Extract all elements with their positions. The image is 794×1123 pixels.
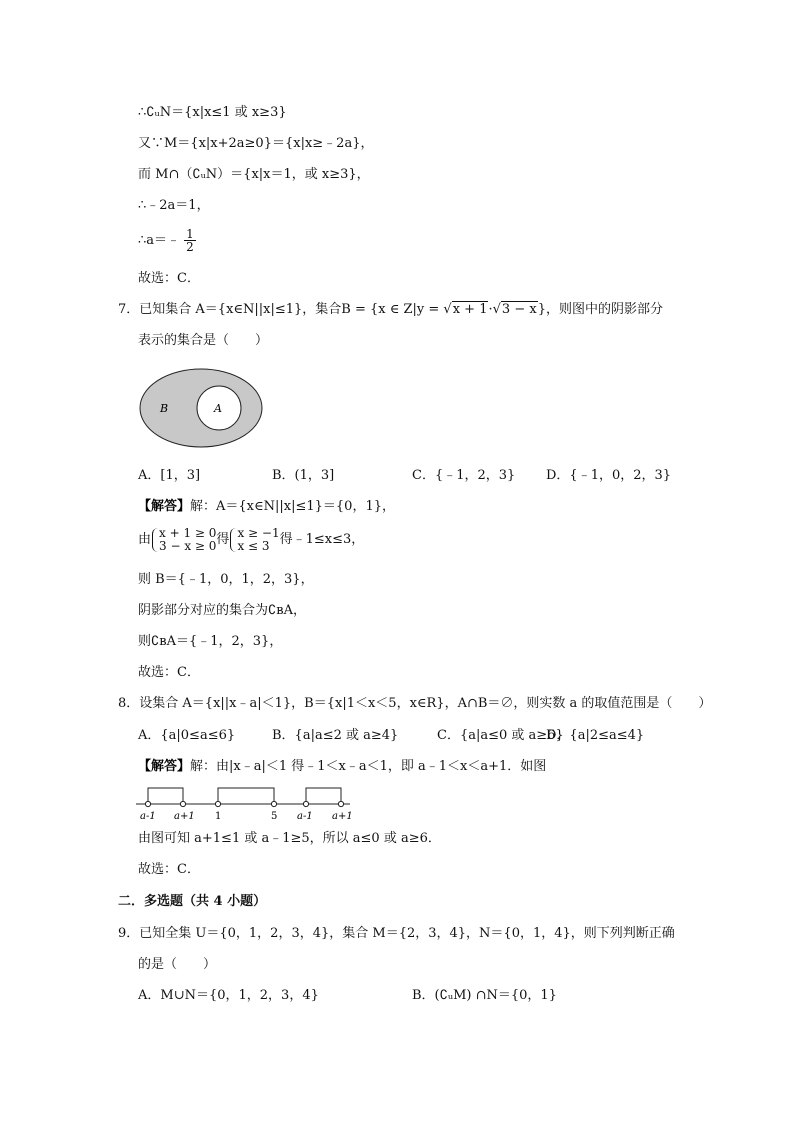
sqrt-sign-icon: √: [492, 302, 501, 317]
open-point-a-plus-1-left: [180, 801, 185, 806]
venn-diagram: [138, 364, 266, 450]
q7-option-c: C．{﹣1，2，3}: [412, 468, 516, 483]
interval-a-bracket-left: [148, 788, 183, 804]
q7-multiply-dot: ·: [488, 302, 493, 317]
q7-system1-row1: x + 1 ≥ 0: [159, 525, 217, 540]
q8-option-c: C．{a|a≤0 或 a≥6}: [437, 728, 564, 743]
q7-option-a: A．[1，3]: [138, 468, 201, 483]
solution6-line2: 又∵M＝{x|x+2a≥0}＝{x|x≥﹣2a}，: [138, 136, 374, 151]
q7-system-prefix: 由: [138, 532, 152, 547]
open-point-a-plus-1-right: [338, 801, 343, 806]
q7-answer-line1: [138, 498, 395, 516]
q9-option-a: A．M∪N＝{0，1，2，3，4}: [138, 988, 319, 1003]
q8-answer-tag: 【解答】: [138, 759, 191, 774]
q8-option-b: B．{a|a≤2 或 a≥4}: [272, 728, 399, 743]
solution6-line5-prefix: ∴a＝﹣: [138, 233, 181, 248]
interval-a-bracket-right: [306, 788, 341, 804]
venn-label-b: B: [160, 402, 169, 415]
q7-answer-line5: 则∁ʙA＝{﹣1，2，3}，: [138, 634, 283, 649]
q9-stem-line1: 9．已知全集 U＝{0，1，2，3，4}，集合 M＝{2，3，4}，N＝{0，1，4}，则下列判断正确: [118, 926, 675, 941]
q7-answer-line6: 故选：C．: [138, 665, 200, 680]
q7-stem-prefix: 7．已知集合 A＝{x∈N||x|≤1}，集合B = {x ∈ Z|y =: [118, 302, 444, 317]
solution6-line3: 而 M∩（∁ᵤN）＝{x|x＝1，或 x≥3}，: [138, 167, 370, 182]
q7-system-mid: 得: [216, 532, 230, 547]
q8-answer-line2: 由图可知 a+1≤1 或 a﹣1≥5，所以 a≤0 或 a≥6．: [138, 831, 441, 846]
interval-b-bracket: [218, 788, 274, 804]
open-point-a-minus-1-right: [303, 801, 308, 806]
q7-system-suffix: 得﹣1≤x≤3，: [279, 532, 365, 547]
q7-answer-system-line: [138, 525, 364, 555]
section-title-multiple-choice: 二．多选题（共 4 小题）: [118, 894, 267, 909]
fraction-denominator: 2: [186, 240, 194, 254]
q7-answer-line4: 阴影部分对应的集合为∁ʙA，: [138, 603, 306, 618]
open-point-1: [215, 801, 220, 806]
numline-label-5: 5: [271, 811, 278, 822]
q8-answer-line1: [138, 758, 546, 776]
open-point-a-minus-1-left: [145, 801, 150, 806]
number-line-diagram: [136, 783, 356, 823]
solution6-line1: ∴∁ᵤN＝{x|x≤1 或 x≥3}: [138, 105, 287, 120]
numline-label-a-plus-1-right: a+1: [332, 811, 353, 822]
open-point-5: [271, 801, 276, 806]
solution6-line5: [138, 226, 196, 256]
fraction-numerator: 1: [186, 227, 194, 241]
q7-sqrt-x-plus-1: x + 1: [452, 302, 488, 317]
numline-label-1: 1: [215, 811, 222, 822]
q8-option-d: D．{a|2≤a≤4}: [546, 728, 645, 743]
q7-answer-line3: 则 B＝{﹣1，0，1，2，3}，: [138, 572, 314, 587]
q7-answer-tag: 【解答】: [138, 499, 191, 514]
q7-inequality-system-1: [151, 527, 216, 553]
q7-stem-suffix: }，则图中的阴影部分: [537, 302, 663, 317]
q7-system2-row1: x ≥ −1: [237, 525, 280, 540]
q7-system1-row2: 3 − x ≥ 0: [159, 538, 217, 553]
q8-answer-line3: 故选：C．: [138, 862, 200, 877]
q7-stem-line1: [118, 301, 663, 319]
fraction-one-half: [184, 228, 196, 253]
q7-option-d: D．{﹣1，0，2，3}: [546, 468, 672, 483]
q8-stem: 8．设集合 A＝{x||x﹣a|＜1}，B＝{x|1＜x＜5，x∈R}，A∩B＝∅，则实数 a 的取值范围是（ ）: [118, 696, 712, 711]
q9-option-b: B．(∁ᵤM) ∩N＝{0，1}: [412, 988, 557, 1003]
sqrt-sign-icon: √: [443, 302, 452, 317]
q7-answer-text1: 解：A＝{x∈N||x|≤1}＝{0，1}，: [190, 499, 395, 514]
q7-option-b: B．(1，3]: [272, 468, 335, 483]
numline-label-a-minus-1-right: a-1: [297, 811, 313, 822]
venn-label-a: A: [214, 402, 222, 415]
numline-label-a-minus-1-left: a-1: [140, 811, 156, 822]
q7-inequality-system-2: [229, 527, 279, 553]
numline-label-a-plus-1-left: a+1: [174, 811, 195, 822]
q7-sqrt-3-minus-x: 3 − x: [501, 302, 537, 317]
q8-answer-text1: 解：由|x﹣a|＜1 得﹣1＜x﹣a＜1，即 a﹣1＜x＜a+1．如图: [190, 759, 547, 774]
solution6-answer: 故选：C．: [138, 271, 200, 286]
q7-stem-line2: 表示的集合是（ ）: [138, 333, 269, 348]
q8-option-a: A．{a|0≤a≤6}: [138, 728, 236, 743]
q7-system2-row2: x ≤ 3: [237, 538, 270, 553]
solution6-line4: ∴﹣2a＝1，: [138, 198, 210, 213]
q9-stem-line2: 的是（ ）: [138, 957, 217, 972]
